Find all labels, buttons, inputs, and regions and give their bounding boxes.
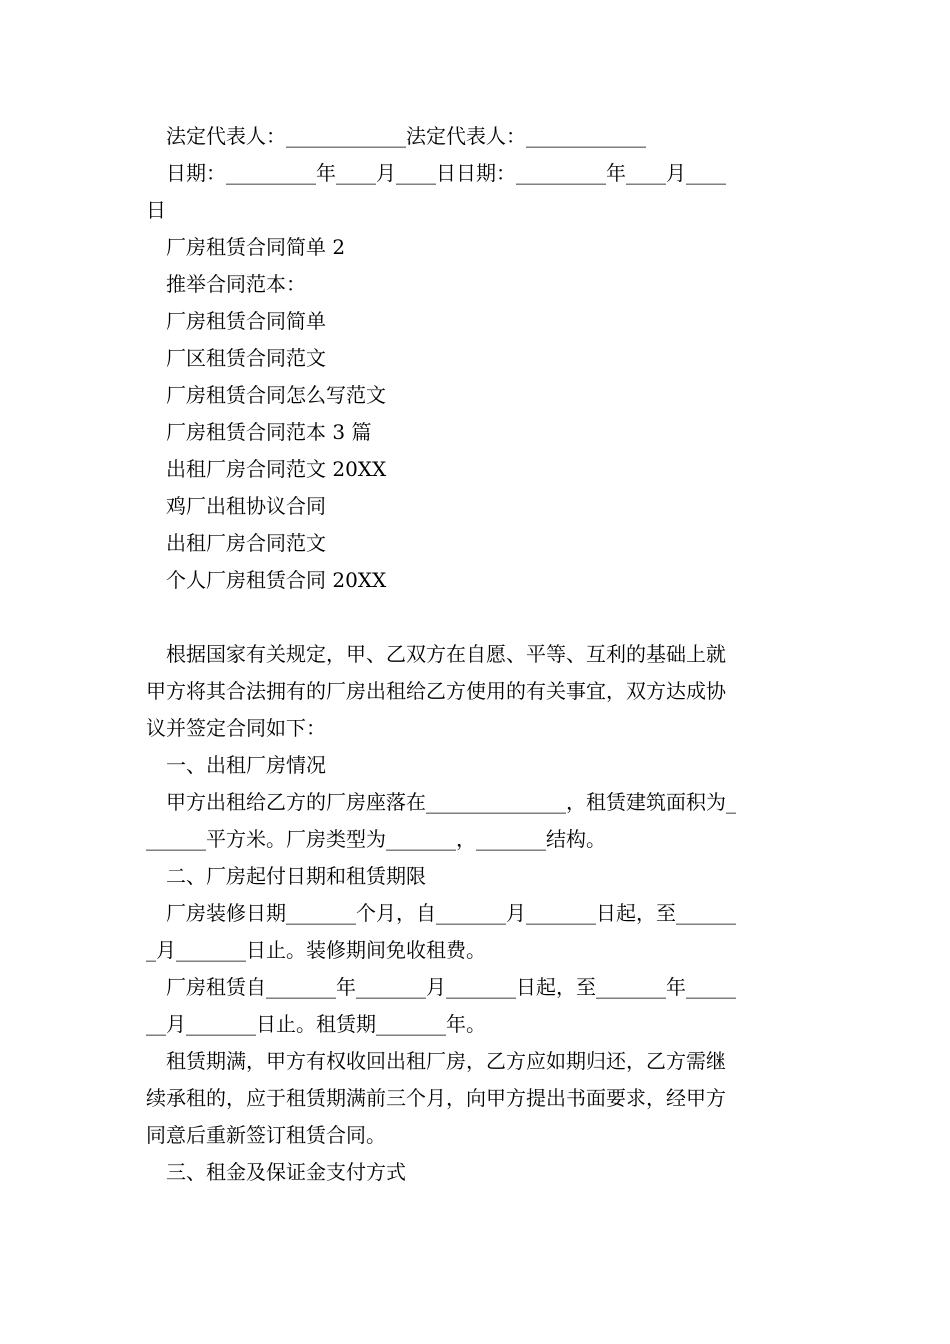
intro-line: 甲方将其合法拥有的厂房出租给乙方使用的有关事宜，双方达成协 [146,679,726,703]
intro-line: 议并签定合同如下： [146,716,326,740]
recommend-item: 出租厂房合同范文 [166,531,326,555]
section-2-paragraph-1 [146,895,808,969]
recommend-item: 厂房租赁合同简单 [166,309,326,333]
section-1-line: 甲方出租给乙方的厂房座落在______________，租赁建筑面积为_ [166,790,736,814]
recommend-item: 厂房租赁合同怎么写范文 [166,383,386,407]
recommend-item: 厂区租赁合同范文 [166,346,326,370]
section-2-title: 二、厂房起付日期和租赁期限 [166,864,426,888]
section-3-title: 三、租金及保证金支付方式 [166,1160,406,1184]
section-2-line: 租赁期满，甲方有权收回出租厂房，乙方应如期归还，乙方需继 [166,1049,726,1073]
section-1-paragraph [146,784,808,858]
section-2-line: 厂房租赁自_______年_______月_______日起，至_______年_____ [166,975,736,999]
intro-paragraph [146,636,808,747]
section-2-paragraph-3 [146,1043,808,1154]
recommend-item: 厂房租赁合同范本 3 篇 [166,420,372,444]
section-2-line: _月_______日止。装修期间免收租费。 [146,938,486,962]
section-2-line: 续承租的，应于租赁期满前三个月，向甲方提出书面要求，经甲方 [146,1086,726,1110]
document-content [146,118,808,1191]
date-line: 日期：_________年____月____日日期：_________年____月____ [166,161,726,185]
recommend-list [146,303,808,599]
section-1-line: ______平方米。厂房类型为_______，_______结构。 [146,827,606,851]
recommend-item: 出租厂房合同范文 20XX [166,457,387,481]
section-2-line: 厂房装修日期_______个月，自_______月_______日起，至______ [166,901,736,925]
section-title: 厂房租赁合同简单 2 [166,235,346,259]
section-1-title: 一、出租厂房情况 [166,753,326,777]
recommend-item: 鸡厂出租协议合同 [166,494,326,518]
section-2-paragraph-2 [146,969,808,1043]
blank-line [146,599,808,636]
recommend-heading: 推举合同范本： [166,272,306,296]
intro-line: 根据国家有关规定，甲、乙双方在自愿、平等、互利的基础上就 [166,642,726,666]
date-line-wrap: 日 [146,198,166,222]
representative-line: 法定代表人：____________法定代表人：____________ [166,124,646,148]
section-2-line: __月_______日止。租赁期_______年。 [146,1012,486,1036]
section-2-line: 同意后重新签订租赁合同。 [146,1123,386,1147]
recommend-item: 个人厂房租赁合同 20XX [166,568,387,592]
